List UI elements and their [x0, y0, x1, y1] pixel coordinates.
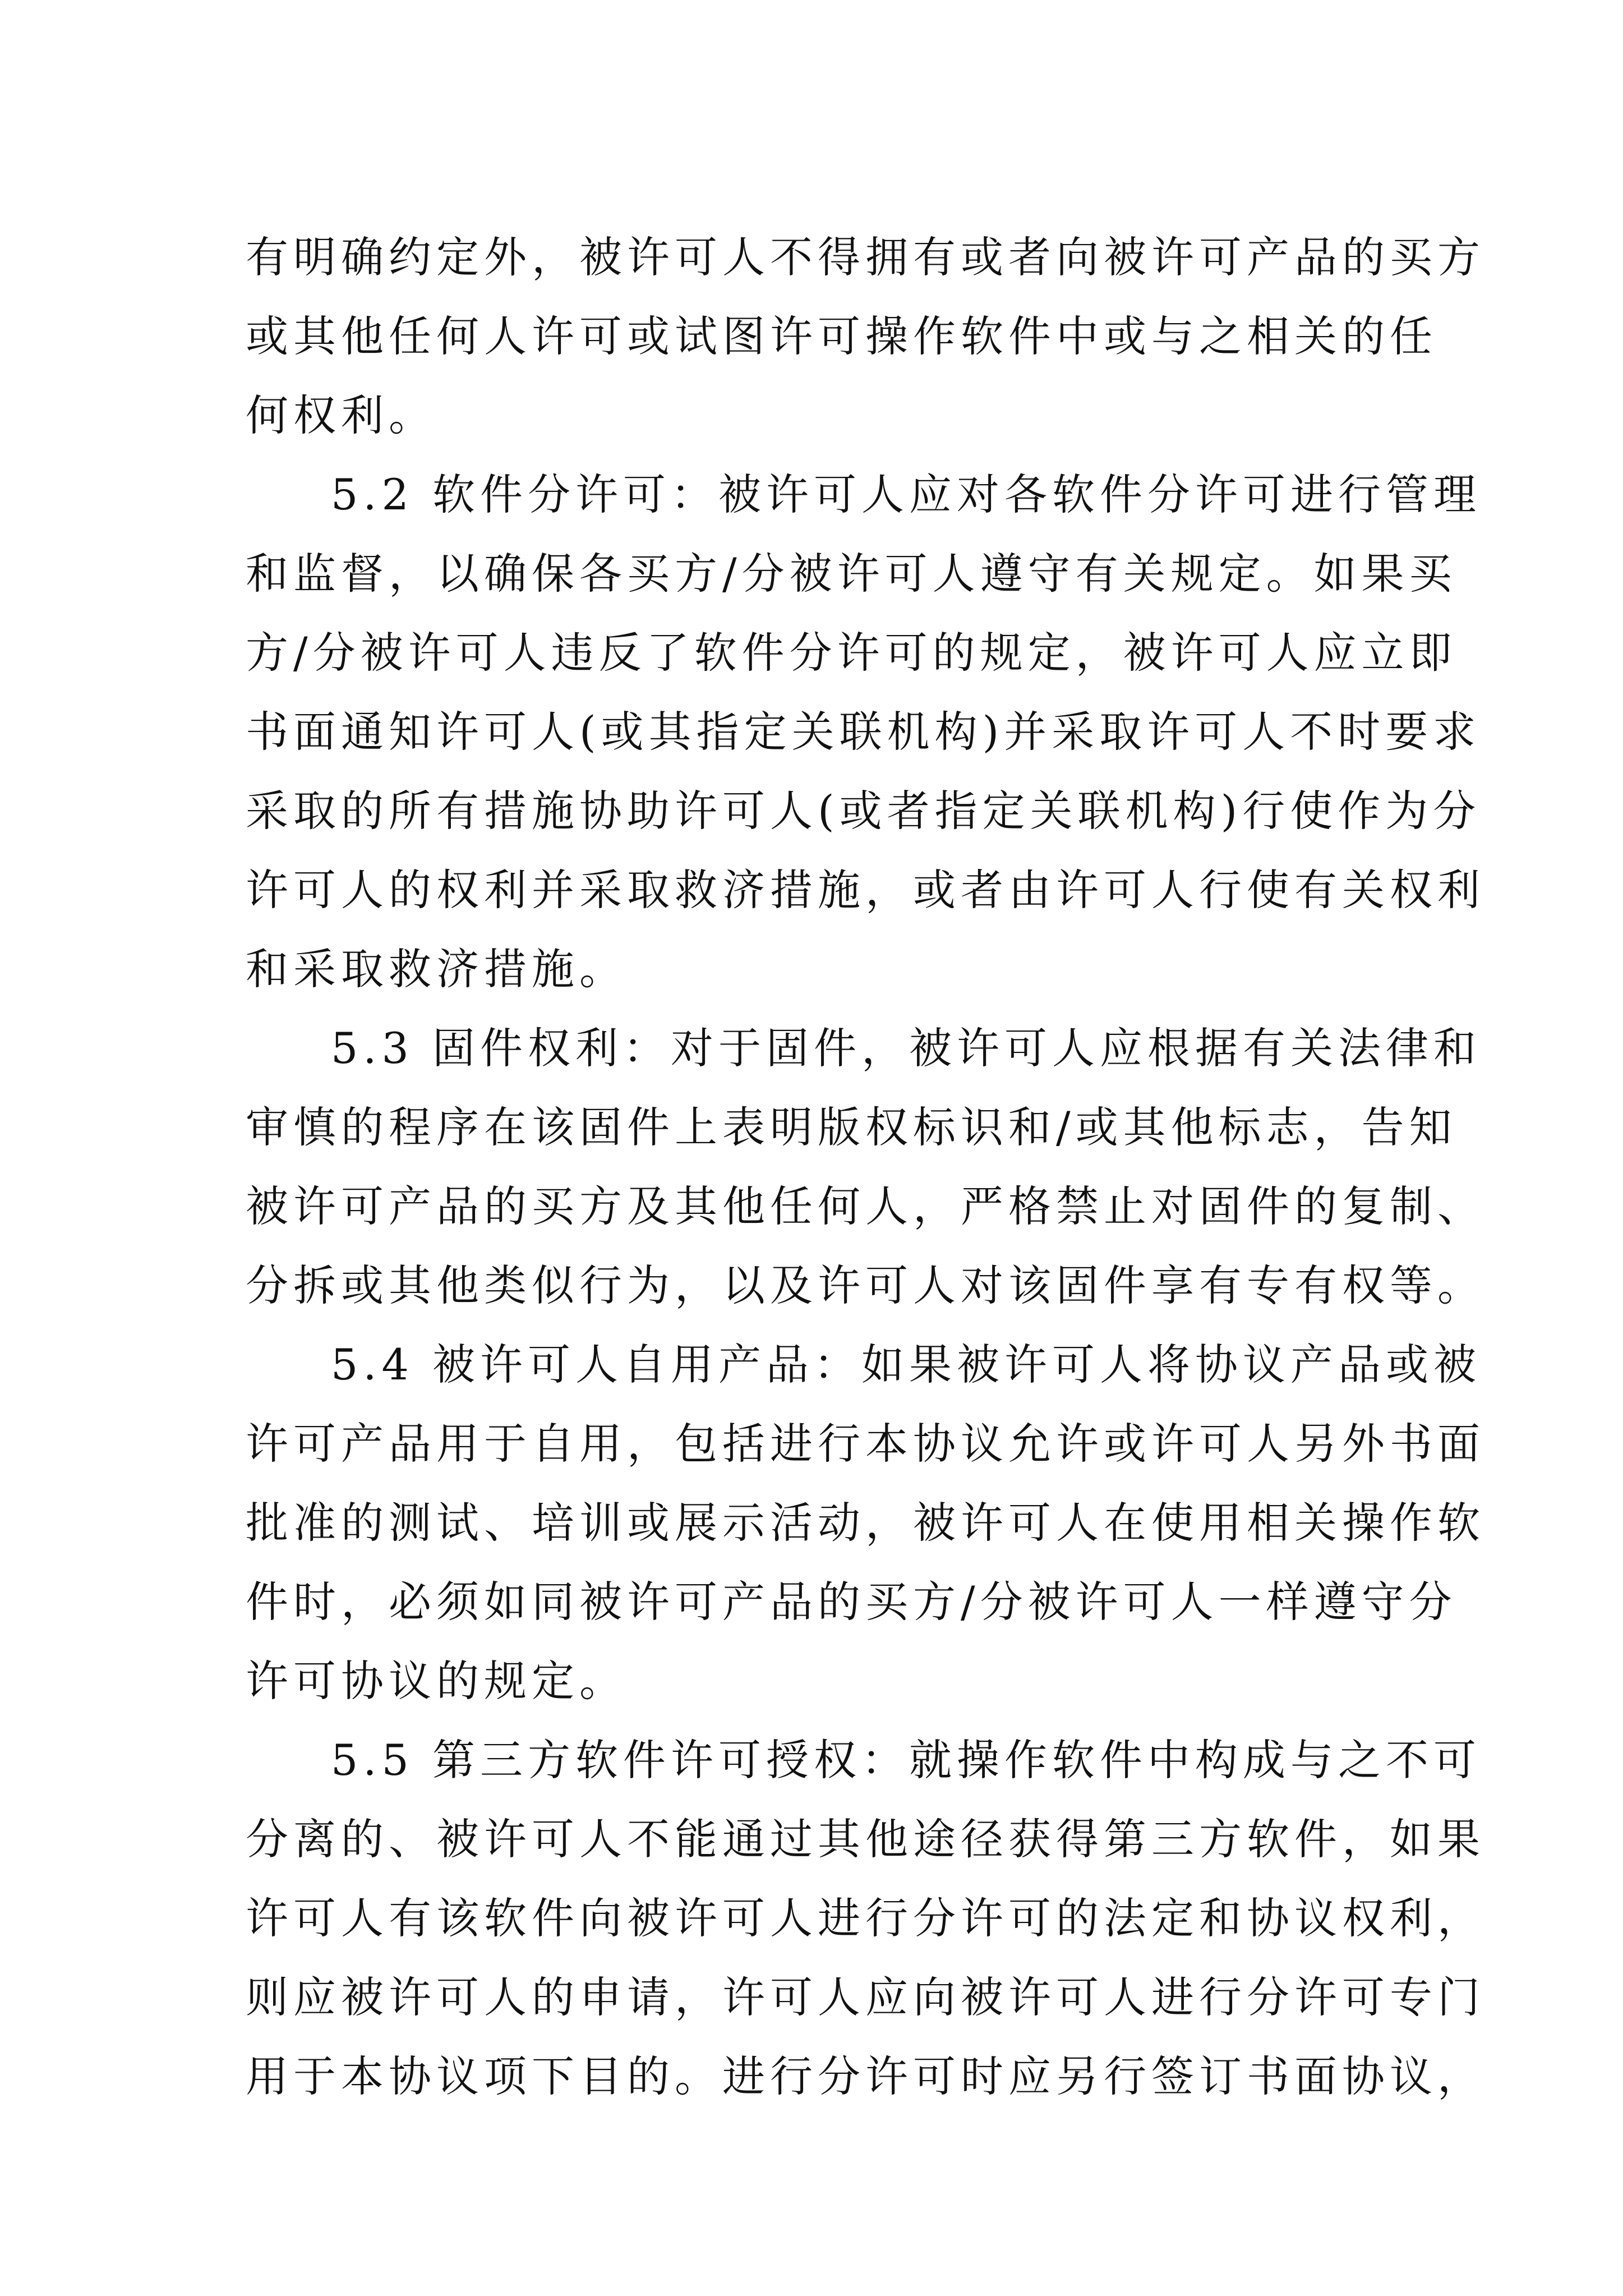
text-line: 被许可产品的买方及其他任何人，严格禁止对固件的复制、	[246, 1181, 1485, 1231]
text-line: 方/分被许可人违反了软件分许可的规定，被许可人应立即	[246, 628, 1457, 678]
text-line: 批准的测试、培训或展示活动，被许可人在使用相关操作软	[246, 1498, 1485, 1548]
text-line: 书面通知许可人(或其指定关联机构)并采取许可人不时要求	[246, 707, 1481, 757]
text-line: 许可人有该软件向被许可人进行分许可的法定和协议权利，	[246, 1893, 1485, 1943]
text-line: 审慎的程序在该固件上表明版权标识和/或其他标志，告知	[246, 1102, 1457, 1152]
text-line: 则应被许可人的申请，许可人应向被许可人进行分许可专门	[246, 1972, 1485, 2022]
clause-5-4-heading-line: 5.4 被许可人自用产品：如果被许可人将协议产品或被	[331, 1340, 1482, 1389]
text-line: 或其他任何人许可或试图许可操作软件中或与之相关的任	[246, 311, 1437, 361]
document-body	[246, 218, 1485, 2116]
text-line: 许可人的权利并采取救济措施，或者由许可人行使有关权利	[246, 865, 1485, 915]
text-line: 许可协议的规定。	[246, 1656, 627, 1706]
text-line: 分拆或其他类似行为，以及许可人对该固件享有专有权等。	[246, 1260, 1485, 1310]
text-line: 和监督，以确保各买方/分被许可人遵守有关规定。如果买	[246, 549, 1457, 599]
clause-5-3-heading-line: 5.3 固件权利：对于固件，被许可人应根据有关法律和	[331, 1023, 1482, 1073]
text-line: 有明确约定外，被许可人不得拥有或者向被许可产品的买方	[246, 232, 1485, 282]
text-line: 许可产品用于自用，包括进行本协议允许或许可人另外书面	[246, 1419, 1485, 1469]
text-line: 分离的、被许可人不能通过其他途径获得第三方软件，如果	[246, 1814, 1485, 1864]
clause-5-2-heading-line: 5.2 软件分许可：被许可人应对各软件分许可进行管理	[331, 470, 1482, 519]
clause-5-5-heading-line: 5.5 第三方软件许可授权：就操作软件中构成与之不可	[331, 1735, 1482, 1785]
text-line: 和采取救济措施。	[246, 944, 627, 994]
text-line: 何权利。	[246, 390, 436, 440]
text-line: 件时，必须如同被许可产品的买方/分被许可人一样遵守分	[246, 1577, 1457, 1627]
text-line: 采取的所有措施协助许可人(或者指定关联机构)行使作为分	[246, 786, 1481, 836]
text-line: 用于本协议项下目的。进行分许可时应另行签订书面协议，	[246, 2051, 1485, 2101]
